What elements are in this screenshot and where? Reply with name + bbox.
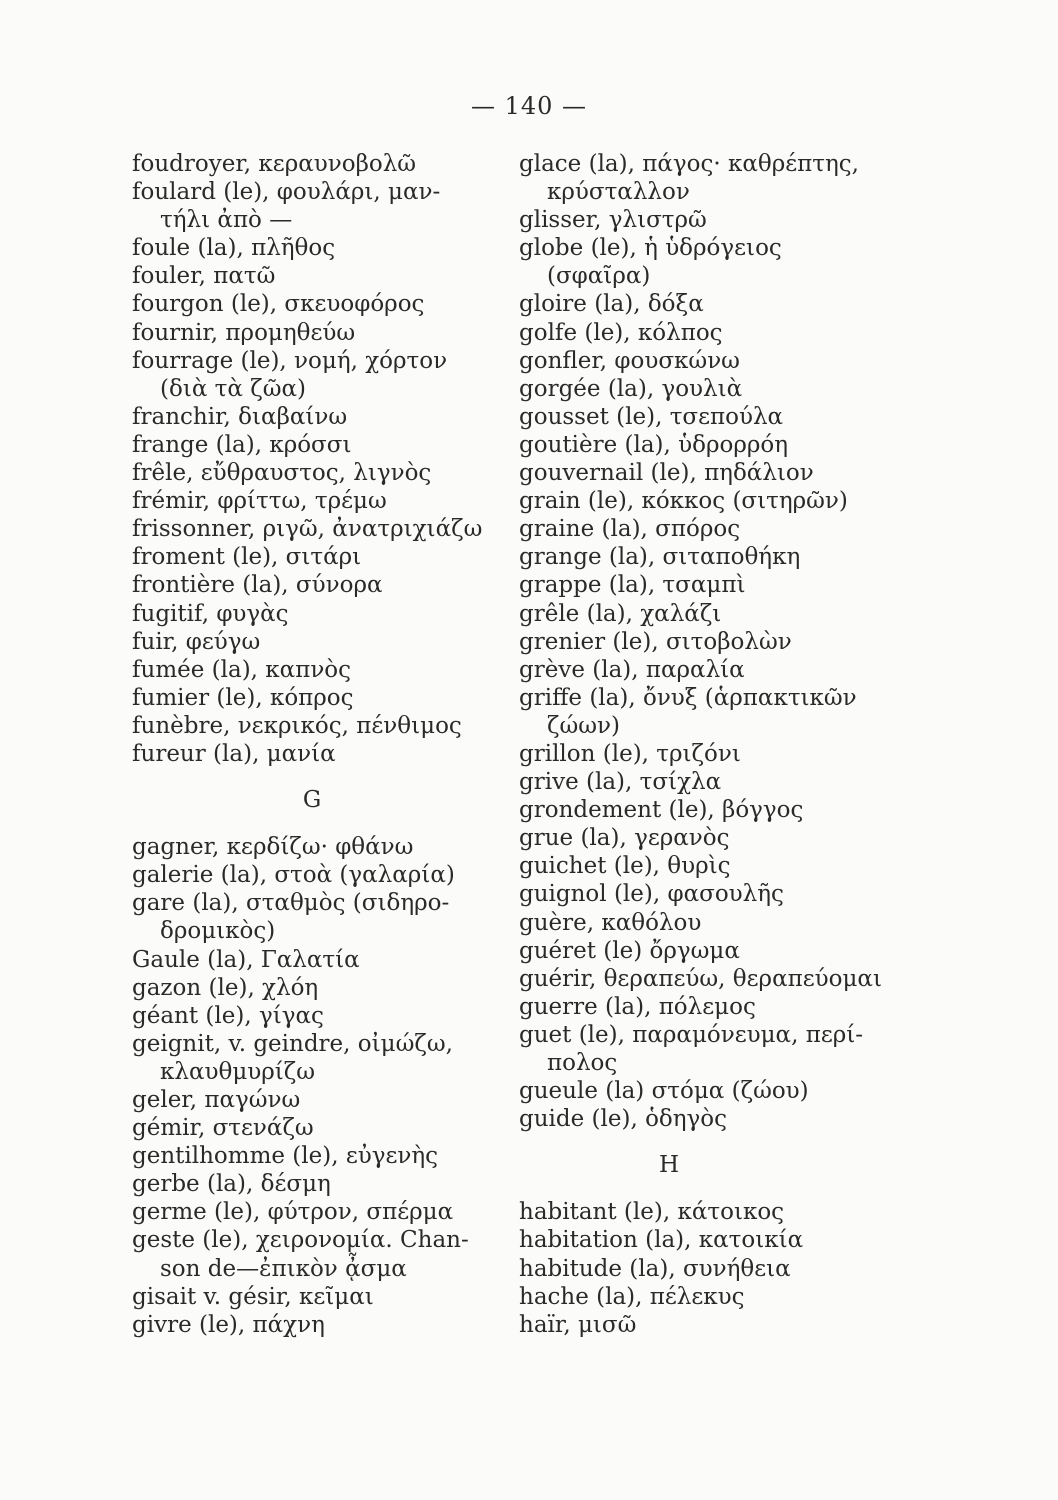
dictionary-entry: foudroyer, κεραυνοβολῶ bbox=[132, 151, 417, 177]
dictionary-entry: gouvernail (le), πηδάλιον bbox=[519, 460, 814, 487]
dictionary-entry: germe (le), φύτρον, σπέρμα bbox=[132, 1199, 454, 1226]
dictionary-entry: gazon (le), χλόη bbox=[132, 974, 319, 1001]
entry-continuation: πολος bbox=[547, 1050, 618, 1076]
dictionary-entry: fureur (la), μανία bbox=[132, 740, 336, 767]
dictionary-entry: grève (la), παραλία bbox=[519, 656, 745, 683]
dictionary-entry: gonfler, φουσκώνω bbox=[519, 347, 740, 374]
dictionary-entry: grive (la), τσίχλα bbox=[519, 769, 722, 796]
dictionary-entry: fuir, φεύγω bbox=[132, 628, 261, 655]
dictionary-entry: glisser, γλιστρῶ bbox=[519, 207, 707, 234]
dictionary-entry: grondement (le), βόγγος bbox=[519, 797, 804, 824]
dictionary-entry: guérir, θεραπεύω, θεραπεύομαι bbox=[519, 965, 882, 992]
dictionary-entry: gémir, στενάζω bbox=[132, 1115, 314, 1142]
entries-h bbox=[519, 1198, 979, 1338]
dictionary-entry: foulard (le), φουλάρι, μαν- bbox=[132, 179, 441, 206]
entries-g-continued bbox=[519, 150, 979, 1133]
dictionary-entry: foule (la), πλῆθος bbox=[132, 235, 336, 262]
dictionary-entry: guerre (la), πόλεμος bbox=[519, 993, 756, 1020]
dictionary-entry: grue (la), γερανὸς bbox=[519, 825, 730, 852]
dictionary-entry: Gaule (la), Γαλατία bbox=[132, 946, 360, 973]
entry-continuation: δρομικὸς) bbox=[160, 918, 276, 945]
dictionary-entry: graine (la), σπόρος bbox=[519, 516, 741, 543]
entry-continuation: (σφαῖρα) bbox=[547, 263, 651, 290]
dictionary-entry: galerie (la), στοὰ (γαλαρία) bbox=[132, 862, 455, 889]
dictionary-entry: gousset (le), τσεπούλα bbox=[519, 403, 784, 430]
dictionary-entry: guéret (le) ὄργωμα bbox=[519, 937, 740, 964]
dictionary-entry: geler, παγώνω bbox=[132, 1087, 301, 1113]
dictionary-entry: griffe (la), ὄνυξ (ἁρπακτικῶν bbox=[519, 684, 857, 711]
dictionary-entry: froment (le), σιτάρι bbox=[132, 544, 362, 571]
dictionary-entry: goutière (la), ὑδρορρόη bbox=[519, 431, 789, 458]
entry-continuation: ζώων) bbox=[547, 712, 620, 739]
entry-continuation: τήλι ἀπὸ — bbox=[160, 207, 293, 234]
dictionary-entry: frémir, φρίττω, τρέμω bbox=[132, 488, 387, 515]
dictionary-entry: funèbre, νεκρικός, πένθιμος bbox=[132, 712, 462, 739]
dictionary-entry: guichet (le), θυρὶς bbox=[519, 853, 731, 880]
dictionary-entry: habitant (le), κάτοικος bbox=[519, 1199, 785, 1226]
dictionary-entry: guide (le), ὁδηγὸς bbox=[519, 1106, 728, 1133]
dictionary-entry: globe (le), ἡ ὑδρόγειος bbox=[519, 235, 782, 262]
dictionary-entry: fourrage (le), νομή, χόρτον bbox=[132, 347, 448, 374]
dictionary-entry: gorgée (la), γουλιὰ bbox=[519, 375, 743, 402]
dictionary-entry: franchir, διαβαίνω bbox=[132, 403, 348, 430]
dictionary-entry: géant (le), γίγας bbox=[132, 1002, 324, 1029]
dictionary-entry: frêle, εὔθραυστος, λιγνὸς bbox=[132, 460, 432, 487]
dictionary-entry: fugitif, φυγὰς bbox=[132, 600, 289, 627]
dictionary-entry: gerbe (la), δέσμη bbox=[132, 1171, 331, 1198]
entry-continuation: (διὰ τὰ ζῶα) bbox=[160, 375, 306, 402]
dictionary-entry: frontière (la), σύνορα bbox=[132, 572, 383, 599]
page-number: — 140 — bbox=[470, 92, 588, 120]
entry-continuation: κρύσταλλον bbox=[547, 179, 690, 206]
left-column bbox=[132, 150, 510, 1339]
dictionary-entry: givre (le), πάχνη bbox=[132, 1311, 325, 1338]
dictionary-entry: hache (la), πέλεκυς bbox=[519, 1283, 745, 1310]
dictionary-entry: frange (la), κρόσσι bbox=[132, 431, 352, 458]
section-letter-h: H bbox=[658, 1152, 680, 1179]
dictionary-entry: grillon (le), τριζόνι bbox=[519, 740, 741, 767]
dictionary-entry: habitation (la), κατοικία bbox=[519, 1227, 804, 1254]
dictionary-entry: gisait v. gésir, κεῖμαι bbox=[132, 1283, 374, 1310]
dictionary-entry: geignit, v. geindre, οἰμώζω, bbox=[132, 1030, 453, 1057]
dictionary-entry: fourgon (le), σκευοφόρος bbox=[132, 291, 425, 318]
right-column bbox=[519, 150, 979, 1339]
dictionary-entry: gare (la), σταθμὸς (σιδηρο- bbox=[132, 890, 450, 917]
dictionary-entry: grappe (la), τσαμπὶ bbox=[519, 572, 746, 599]
dictionary-entry: fumée (la), καπνὸς bbox=[132, 656, 352, 683]
entry-continuation: son de—ἐπικὸν ᾆσμα bbox=[160, 1255, 407, 1282]
dictionary-entry: habitude (la), συνήθεια bbox=[519, 1255, 791, 1282]
entries-f bbox=[132, 150, 510, 768]
dictionary-entry: grange (la), σιταποθήκη bbox=[519, 544, 801, 571]
dictionary-entry: gentilhomme (le), εὐγενὴς bbox=[132, 1143, 439, 1170]
entry-continuation: κλαυθμυρίζω bbox=[160, 1058, 316, 1085]
dictionary-entry: grain (le), κόκκος (σιτηρῶν) bbox=[519, 488, 848, 515]
dictionary-entry: glace (la), πάγος· καθρέπτης, bbox=[519, 151, 859, 177]
dictionary-entry: fournir, προμηθεύω bbox=[132, 319, 356, 346]
dictionary-entry: guignol (le), φασουλῆς bbox=[519, 881, 784, 908]
dictionary-entry: guère, καθόλου bbox=[519, 909, 702, 936]
dictionary-entry: grêle (la), χαλάζι bbox=[519, 600, 722, 627]
section-letter-g: G bbox=[302, 787, 322, 814]
dictionary-entry: gloire (la), δόξα bbox=[519, 291, 704, 318]
dictionary-entry: fouler, πατῶ bbox=[132, 263, 276, 290]
dictionary-entry: gagner, κερδίζω· φθάνω bbox=[132, 834, 414, 861]
dictionary-entry: golfe (le), κόλπος bbox=[519, 319, 723, 346]
entries-g bbox=[132, 833, 510, 1339]
dictionary-entry: frissonner, ριγῶ, ἀνατριχιάζω bbox=[132, 516, 483, 543]
dictionary-entry: gueule (la) στόμα (ζώου) bbox=[519, 1078, 809, 1105]
dictionary-entry: guet (le), παραμόνευμα, περί- bbox=[519, 1021, 864, 1048]
dictionary-entry: grenier (le), σιτοβολὼν bbox=[519, 628, 792, 655]
dictionary-entry: fumier (le), κόπρος bbox=[132, 684, 354, 711]
dictionary-entry: geste (le), χειρονομία. Chan- bbox=[132, 1227, 469, 1254]
dictionary-entry: haïr, μισῶ bbox=[519, 1311, 637, 1338]
